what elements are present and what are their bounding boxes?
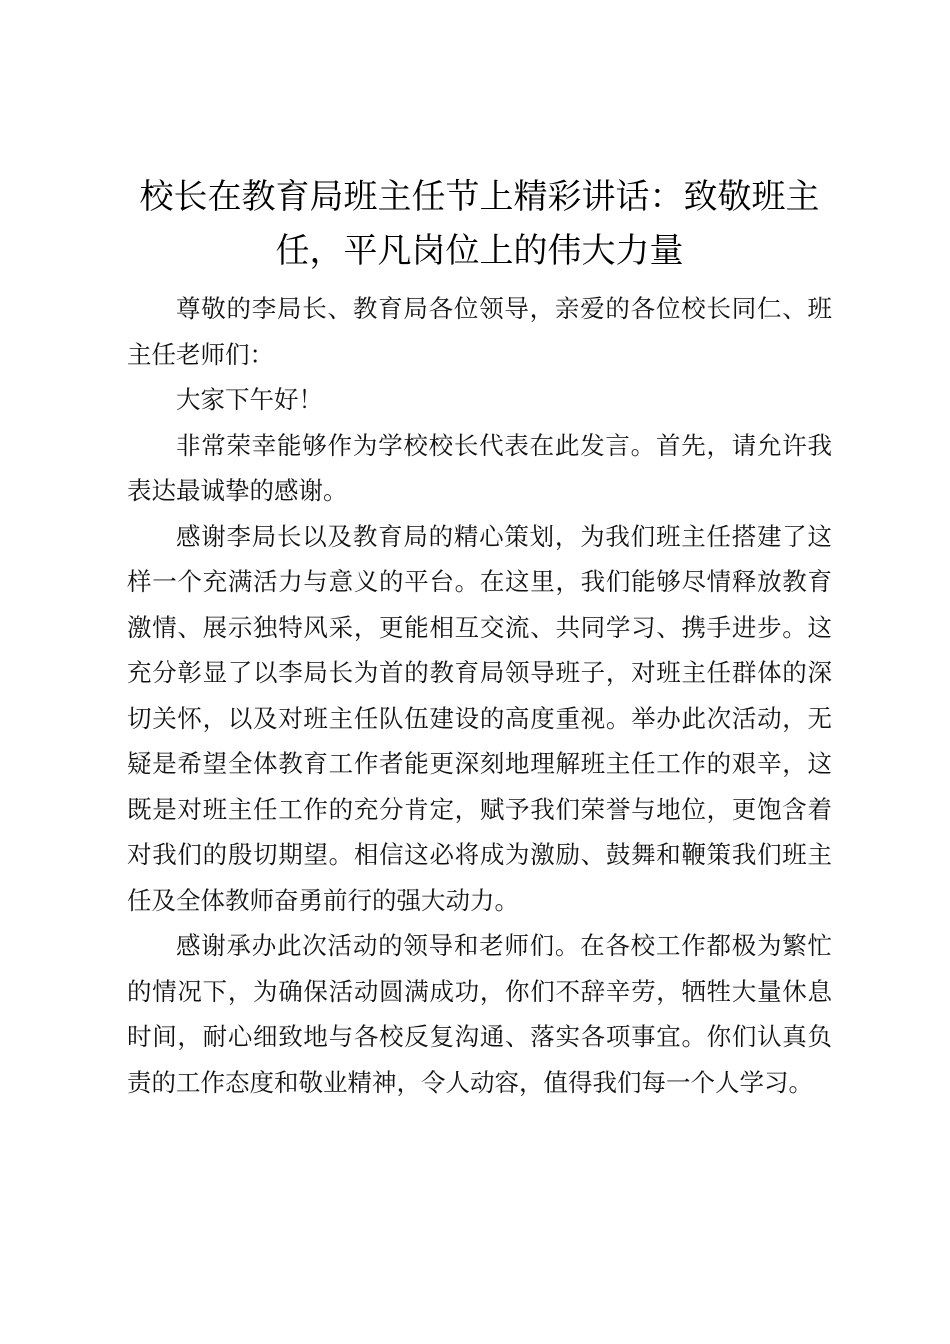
document-body	[127, 170, 832, 1105]
body-paragraph: 感谢承办此次活动的领导和老师们。在各校工作都极为繁忙的情况下，为确保活动圆满成功，你们不辞辛劳，牺牲大量休息时间，耐心细致地与各校反复沟通、落实各项事宜。你们认真负责的工作态度和敬业精神，令人动容，值得我们每一个人学习。	[127, 931, 832, 1097]
body-paragraph: 非常荣幸能够作为学校校长代表在此发言。首先，请允许我表达最诚挚的感谢。	[127, 430, 832, 505]
body-paragraph: 感谢李局长以及教育局的精心策划，为我们班主任搭建了这样一个充满活力与意义的平台。在这里，我们能够尽情释放教育激情、展示独特风采，更能相互交流、共同学习、携手进步。这充分彰显了以李局长为首的教育局领导班子，对班主任群体的深切关怀，以及对班主任队伍建设的高度重视。举办此次活动，无疑是希望全体教育工作者能更深刻地理解班主任工作的艰辛，这既是对班主任工作的充分肯定，赋予我们荣誉与地位，更饱含着对我们的殷切期望。相信这必将成为激励、鼓舞和鞭策我们班主任及全体教师奋勇前行的强大动力。	[127, 521, 832, 915]
greeting-paragraph: 大家下午好！	[176, 385, 323, 414]
salutation-paragraph: 尊敬的李局长、教育局各位领导，亲爱的各位校长同仁、班主任老师们：	[127, 294, 832, 369]
document-title: 校长在教育局班主任节上精彩讲话：致敬班主任，平凡岗位上的伟大力量	[139, 177, 820, 271]
